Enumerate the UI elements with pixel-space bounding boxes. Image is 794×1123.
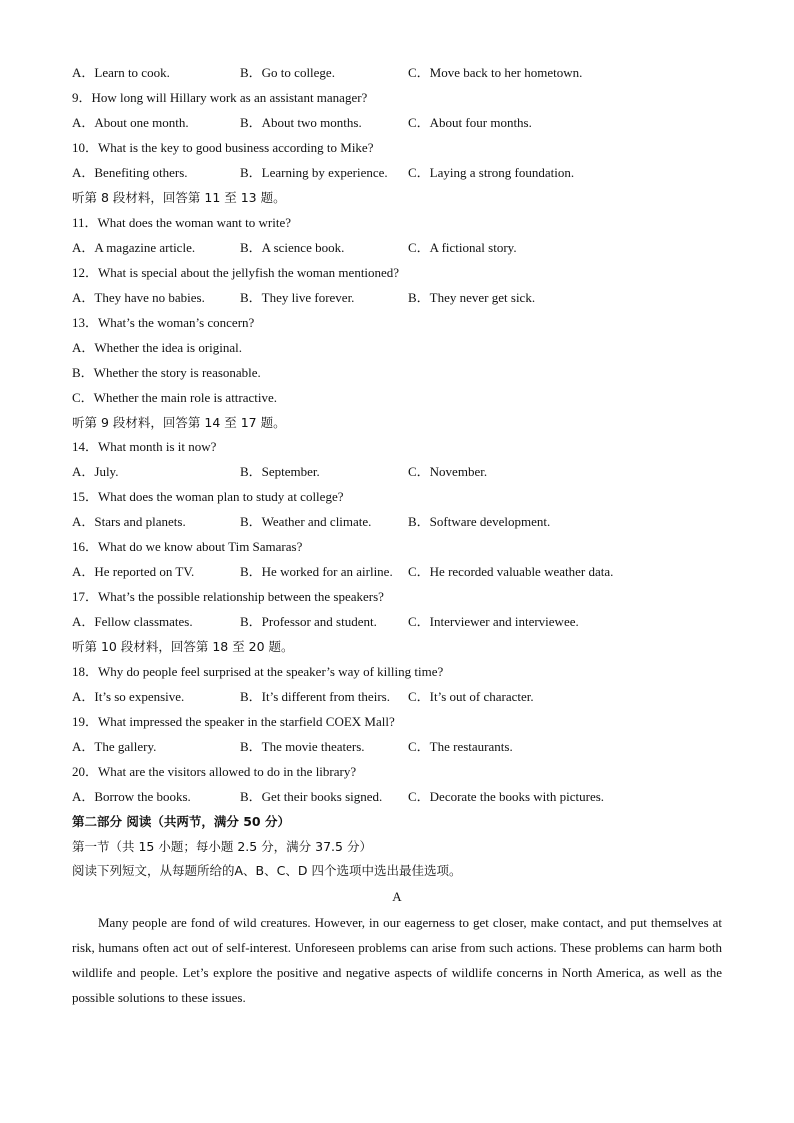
answer-option: B．September. bbox=[240, 464, 320, 479]
options-row bbox=[72, 513, 722, 531]
answer-option: B．Professor and student. bbox=[240, 614, 377, 629]
options-row bbox=[72, 114, 722, 132]
question-line: C．Whether the main role is attractive. bbox=[72, 390, 278, 405]
answer-option: A．They have no babies. bbox=[72, 290, 205, 305]
question-line: B．Whether the story is reasonable. bbox=[72, 365, 261, 380]
answer-option: A．The gallery. bbox=[72, 739, 157, 754]
question-line: 18．Why do people feel surprised at the speaker’s way of killing time? bbox=[72, 664, 444, 679]
answer-option: B．Software development. bbox=[408, 514, 551, 529]
answer-option: B．He worked for an airline. bbox=[240, 564, 393, 579]
answer-option: C．It’s out of character. bbox=[408, 689, 534, 704]
answer-option: A．Borrow the books. bbox=[72, 789, 191, 804]
part-heading: 第二部分 阅读（共两节，满分 50 分） bbox=[72, 814, 290, 829]
options-row bbox=[72, 64, 722, 82]
answer-option: A．About one month. bbox=[72, 115, 189, 130]
answer-option: C．November. bbox=[408, 464, 488, 479]
options-row bbox=[72, 613, 722, 631]
answer-option: B．The movie theaters. bbox=[240, 739, 365, 754]
question-line: 17．What’s the possible relationship between the speakers? bbox=[72, 589, 384, 604]
answer-option: A．A magazine article. bbox=[72, 240, 196, 255]
answer-option: C．Laying a strong foundation. bbox=[408, 165, 575, 180]
answer-option: C．Decorate the books with pictures. bbox=[408, 789, 605, 804]
question-line: 15．What does the woman plan to study at college? bbox=[72, 489, 344, 504]
question-line: 19．What impressed the speaker in the starfield COEX Mall? bbox=[72, 714, 395, 729]
answer-option: A．Fellow classmates. bbox=[72, 614, 193, 629]
passage-label: A bbox=[392, 889, 402, 904]
section-instruction: 听第 9 段材料，回答第 14 至 17 题。 bbox=[72, 415, 286, 430]
question-line: 9．How long will Hillary work as an assistant manager? bbox=[72, 90, 368, 105]
answer-option: B．Learning by experience. bbox=[240, 165, 388, 180]
question-line: 12．What is special about the jellyfish the woman mentioned? bbox=[72, 265, 400, 280]
answer-option: C．The restaurants. bbox=[408, 739, 513, 754]
answer-option: C．He recorded valuable weather data. bbox=[408, 564, 614, 579]
answer-option: A．Benefiting others. bbox=[72, 165, 188, 180]
answer-option: A．It’s so expensive. bbox=[72, 689, 185, 704]
answer-option: A．Learn to cook. bbox=[72, 65, 170, 80]
options-row bbox=[72, 289, 722, 307]
answer-option: A．Stars and planets. bbox=[72, 514, 186, 529]
answer-option: B．Go to college. bbox=[240, 65, 335, 80]
options-row bbox=[72, 164, 722, 182]
answer-option: B．It’s different from theirs. bbox=[240, 689, 390, 704]
question-line: 13．What’s the woman’s concern? bbox=[72, 315, 255, 330]
answer-option: B．Weather and climate. bbox=[240, 514, 372, 529]
section-instruction: 阅读下列短文，从每题所给的A、B、C、D 四个选项中选出最佳选项。 bbox=[72, 863, 462, 878]
options-row bbox=[72, 239, 722, 257]
options-row bbox=[72, 738, 722, 756]
question-line: 16．What do we know about Tim Samaras? bbox=[72, 539, 303, 554]
options-row bbox=[72, 563, 722, 581]
answer-option: C．A fictional story. bbox=[408, 240, 517, 255]
section-instruction: 听第 8 段材料，回答第 11 至 13 题。 bbox=[72, 190, 286, 205]
question-line: 14．What month is it now? bbox=[72, 439, 217, 454]
answer-option: B．Get their books signed. bbox=[240, 789, 383, 804]
answer-option: B．A science book. bbox=[240, 240, 345, 255]
question-line: A．Whether the idea is original. bbox=[72, 340, 243, 355]
answer-option: B．They never get sick. bbox=[408, 290, 536, 305]
options-row bbox=[72, 463, 722, 481]
answer-option: C．Move back to her hometown. bbox=[408, 65, 583, 80]
answer-option: C．About four months. bbox=[408, 115, 532, 130]
section-instruction: 第一节（共 15 小题；每小题 2.5 分，满分 37.5 分） bbox=[72, 839, 372, 854]
answer-option: A．July. bbox=[72, 464, 119, 479]
question-line: 10．What is the key to good business according to Mike? bbox=[72, 140, 374, 155]
answer-option: B．About two months. bbox=[240, 115, 362, 130]
section-instruction: 听第 10 段材料，回答第 18 至 20 题。 bbox=[72, 639, 294, 654]
passage-paragraph: Many people are fond of wild creatures. However, in our eagerness to get closer, make contact, and put themselves at risk, humans often act out of self-interest. Unforeseen problems can arise from such actions. These problems can harm both wildlife and people. Let’s explore the positive and negative aspects of wildlife concerns in North America, as well as the possible solutions to these issues. bbox=[72, 915, 722, 1005]
answer-option: A．He reported on TV. bbox=[72, 564, 195, 579]
question-line: 11．What does the woman want to write? bbox=[72, 215, 292, 230]
answer-option: C．Interviewer and interviewee. bbox=[408, 614, 579, 629]
options-row bbox=[72, 688, 722, 706]
answer-option: B．They live forever. bbox=[240, 290, 355, 305]
options-row bbox=[72, 788, 722, 806]
question-line: 20．What are the visitors allowed to do in the library? bbox=[72, 764, 357, 779]
